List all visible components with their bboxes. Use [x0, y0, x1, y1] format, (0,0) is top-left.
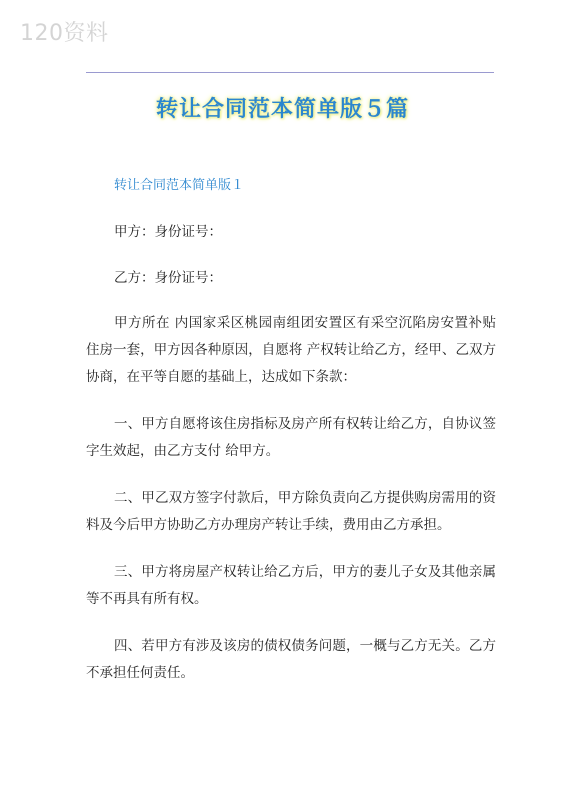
clause-1: 一、甲方自愿将该住房指标及房产所有权转让给乙方，自协议签字生效起，由乙方支付 给甲方。 [86, 416, 496, 459]
document-title: 转让合同范本简单版５篇 [155, 97, 409, 122]
party-a-line: 甲方：身份证号： [114, 224, 222, 240]
document-body [86, 176, 496, 687]
clause-4: 四、若甲方有涉及该房的债权债务问题，一概与乙方无关。乙方不承担任何责任。 [86, 638, 496, 681]
section-title: 转让合同范本简单版１ [114, 178, 245, 193]
clause-2: 二、甲乙双方签字付款后，甲方除负责向乙方提供购房需用的资料及今后甲方协助乙方办理房产转让手续，费用由乙方承担。 [86, 490, 496, 533]
watermark: 120资料 [20, 21, 109, 46]
intro-paragraph: 甲方所在 内国家采区桃园南组团安置区有采空沉陷房安置补贴住房一套，甲方因各种原因，自愿将 产权转让给乙方，经甲、乙双方协商，在平等自愿的基础上，达成如下条款： [86, 315, 496, 385]
party-b-line: 乙方：身份证号： [114, 270, 222, 286]
header-divider [86, 72, 494, 73]
clause-3: 三、甲方将房屋产权转让给乙方后，甲方的妻儿子女及其他亲属等不再具有所有权。 [86, 564, 496, 607]
